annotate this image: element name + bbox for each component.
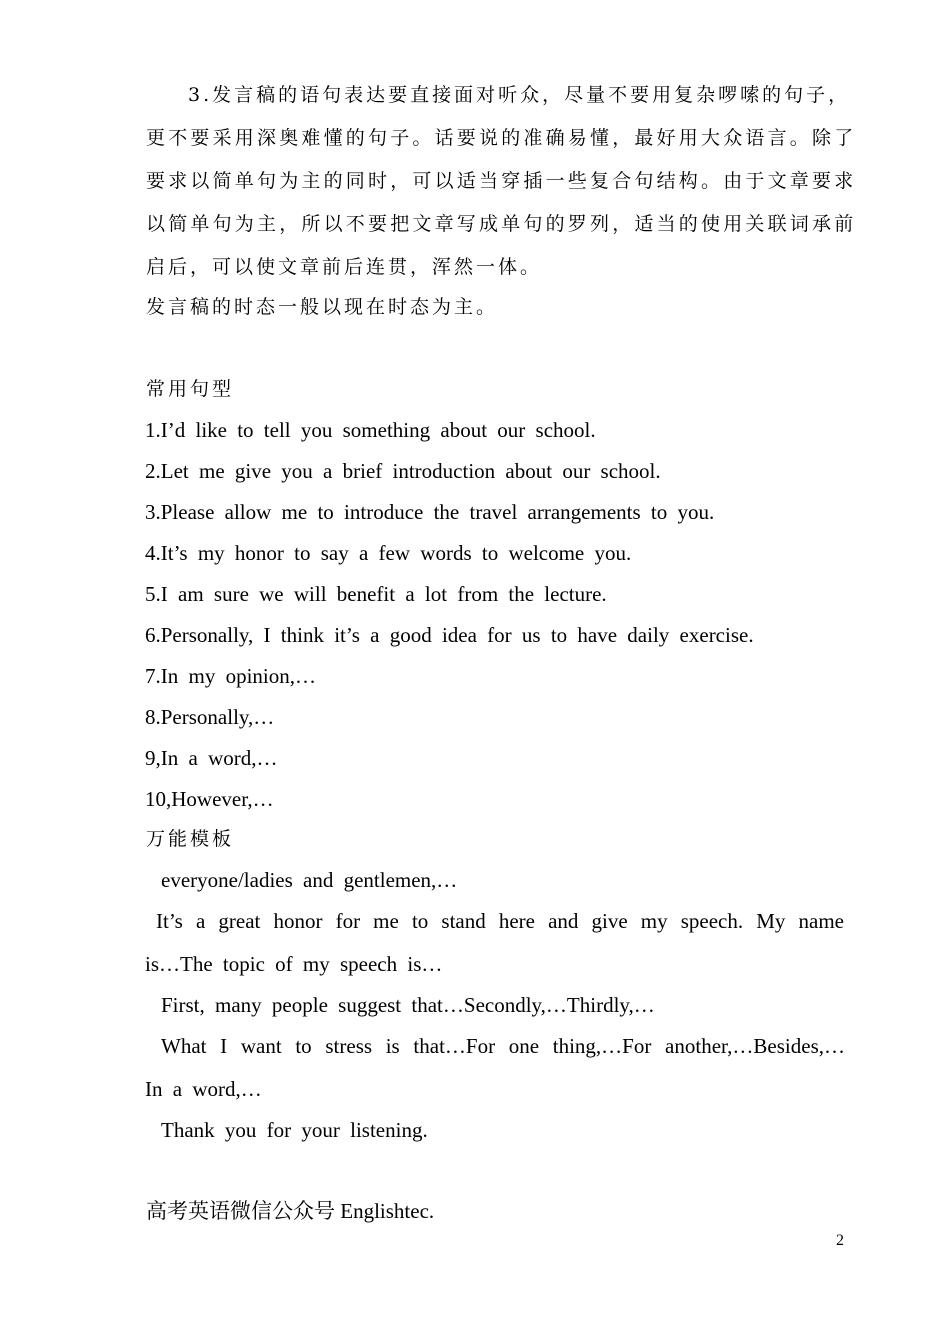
pattern-item-3: 3.Please allow me to introduce the travel arrangements to you. [145, 500, 715, 524]
rule3-line-4: 以简单句为主，所以不要把文章写成单句的罗列，适当的使用关联词承前 [146, 213, 857, 235]
pattern-item-7: 7.In my opinion,… [145, 664, 316, 688]
template-thanks: Thank you for your listening. [161, 1118, 428, 1142]
template-stress-line-2: In a word,… [145, 1077, 262, 1101]
rule3-line-3: 要求以简单句为主的同时，可以适当穿插一些复合句结构。由于文章要求 [146, 170, 857, 192]
tense-note: 发言稿的时态一般以现在时态为主。 [146, 296, 499, 318]
pattern-item-8: 8.Personally,… [145, 705, 275, 729]
pattern-item-10: 10,However,… [145, 787, 274, 811]
template-intro-line-1: It’s a great honor for me to stand here and give my speech. My name [156, 909, 844, 933]
pattern-item-5: 5.I am sure we will benefit a lot from the lecture. [145, 582, 607, 606]
pattern-item-4: 4.It’s my honor to say a few words to welcome you. [145, 541, 632, 565]
template-greeting: everyone/ladies and gentlemen,… [161, 868, 458, 892]
pattern-item-6: 6.Personally, I think it’s a good idea for us to have daily exercise. [145, 623, 754, 647]
pattern-item-9: 9,In a word,… [145, 746, 278, 770]
template-intro-line-2: is…The topic of my speech is… [145, 952, 443, 976]
rule3-line-1: 3.发言稿的语句表达要直接面对听众，尽量不要用复杂啰嗦的句子， [188, 84, 851, 106]
template-points: First, many people suggest that…Secondly,…Thirdly,… [161, 993, 655, 1017]
pattern-item-1: 1.I’d like to tell you something about our school. [145, 418, 596, 442]
rule3-line-5: 启后，可以使文章前后连贯，浑然一体。 [146, 256, 543, 278]
template-stress-line-1: What I want to stress is that…For one thing,…For another,…Besides,… [161, 1034, 845, 1058]
page-number: 2 [836, 1232, 844, 1249]
template-heading: 万能模板 [146, 828, 235, 850]
rule3-line-2: 更不要采用深奥难懂的句子。话要说的准确易懂，最好用大众语言。除了 [146, 127, 857, 149]
pattern-item-2: 2.Let me give you a brief introduction about our school. [145, 459, 661, 483]
wechat-footer: 高考英语微信公众号 Englishtec. [146, 1199, 435, 1223]
patterns-heading: 常用句型 [146, 378, 235, 400]
